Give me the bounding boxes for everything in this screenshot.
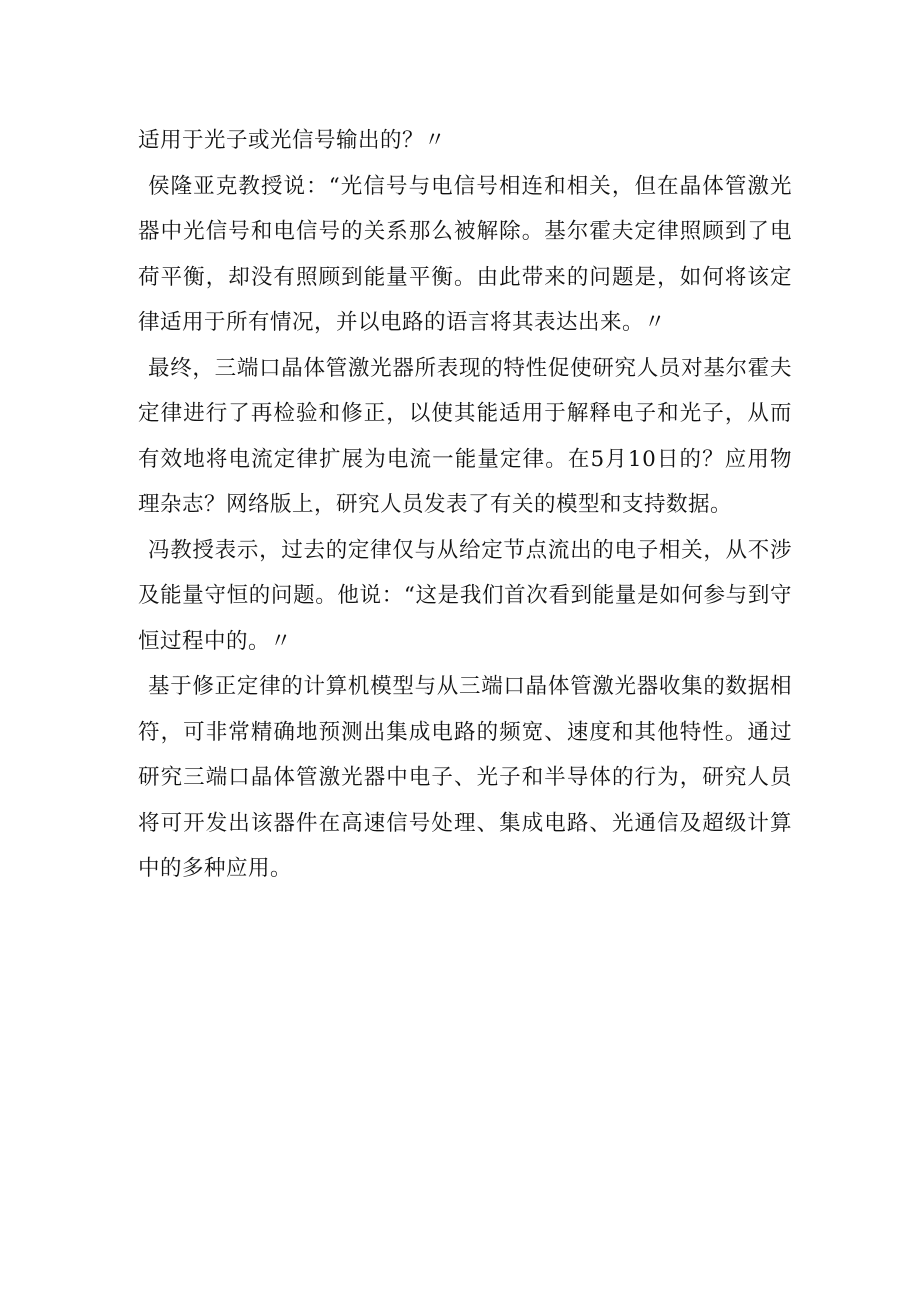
paragraph-3: 最终，三端口晶体管激光器所表现的特性促使研究人员对基尔霍夫定律进行了再检验和修正，以使其能适用于解释电子和光子，从而有效地将电流定律扩展为电流一能量定律。在5月10日的？应用物理杂志？网络版上，研究人员发表了有关的模型和支持数据。 bbox=[138, 355, 792, 517]
body-text bbox=[138, 118, 792, 892]
paragraph-5: 基于修正定律的计算机模型与从三端口晶体管激光器收集的数据相符，可非常精确地预测出集成电路的频宽、速度和其他特性。通过研究三端口晶体管激光器中电子、光子和半导体的行为，研究人员将可开发出该器件在高速信号处理、集成电路、光通信及超级计算中的多种应用。 bbox=[138, 674, 792, 881]
paragraph-2: 侯隆亚克教授说：“光信号与电信号相连和相关，但在晶体管激光器中光信号和电信号的关系那么被解除。基尔霍夫定律照顾到了电荷平衡，却没有照顾到能量平衡。由此带来的问题是，如何将该定律适用于所有情况，并以电路的语言将其表达出来。〃 bbox=[138, 173, 792, 335]
paragraph-4: 冯教授表示，过去的定律仅与从给定节点流出的电子相关，从不涉及能量守恒的问题。他说：“这是我们首次看到能量是如何参与到守恒过程中的。〃 bbox=[138, 537, 792, 654]
paragraph-1: 适用于光子或光信号输出的？〃 bbox=[138, 128, 447, 153]
